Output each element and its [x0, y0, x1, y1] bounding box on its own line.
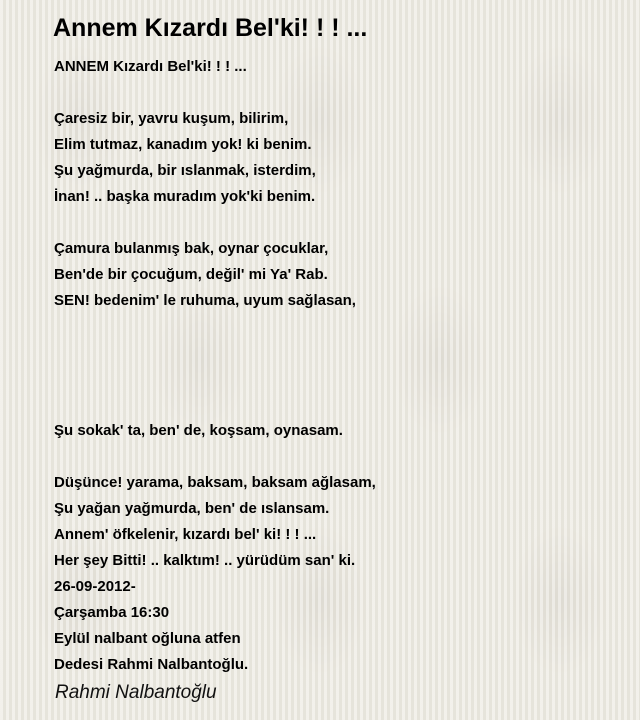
- stanza-gap: [54, 444, 614, 470]
- poem-line: Çaresiz bir, yavru kuşum, bilirim,: [54, 110, 289, 127]
- stanza-gap: [54, 210, 614, 236]
- poem-line: Her şey Bitti! .. kalktım! .. yürüdüm san' ki.: [54, 552, 356, 569]
- poem-line: Çarşamba 16:30: [54, 604, 170, 621]
- poem-line: Dedesi Rahmi Nalbantoğlu.: [54, 656, 249, 673]
- poem-line: Şu yağan yağmurda, ben' de ıslansam.: [54, 500, 330, 517]
- poem-line: Şu yağmurda, bir ıslanmak, isterdim,: [54, 162, 316, 179]
- poem-line: İnan! .. başka muradım yok'ki benim.: [54, 188, 316, 205]
- poem-line: Ben'de bir çocuğum, değil' mi Ya' Rab.: [54, 266, 328, 283]
- poem-line: Şu sokak' ta, ben' de, koşsam, oynasam.: [54, 422, 343, 439]
- poem-line: Düşünce! yarama, baksam, baksam ağlasam,: [54, 474, 376, 491]
- stanza-gap: [54, 80, 614, 106]
- poem-line: Annem' öfkelenir, kızardı bel' ki! ! ! ...: [54, 526, 317, 543]
- poem-line: ANNEM Kızardı Bel'ki! ! ! ...: [54, 58, 247, 75]
- poem-title: Annem Kızardı Bel'ki! ! ! ...: [53, 14, 368, 42]
- poem-body: [54, 54, 614, 678]
- stanza-gap: [54, 314, 614, 418]
- poem-line: SEN! bedenim' le ruhuma, uyum sağlasan,: [54, 292, 356, 309]
- poem-line: Çamura bulanmış bak, oynar çocuklar,: [54, 240, 329, 257]
- author-name: Rahmi Nalbantoğlu: [55, 682, 217, 703]
- poem-line: 26-09-2012-: [54, 578, 136, 595]
- poem-line: Elim tutmaz, kanadım yok! ki benim.: [54, 136, 312, 153]
- poem-line: Eylül nalbant oğluna atfen: [54, 630, 241, 647]
